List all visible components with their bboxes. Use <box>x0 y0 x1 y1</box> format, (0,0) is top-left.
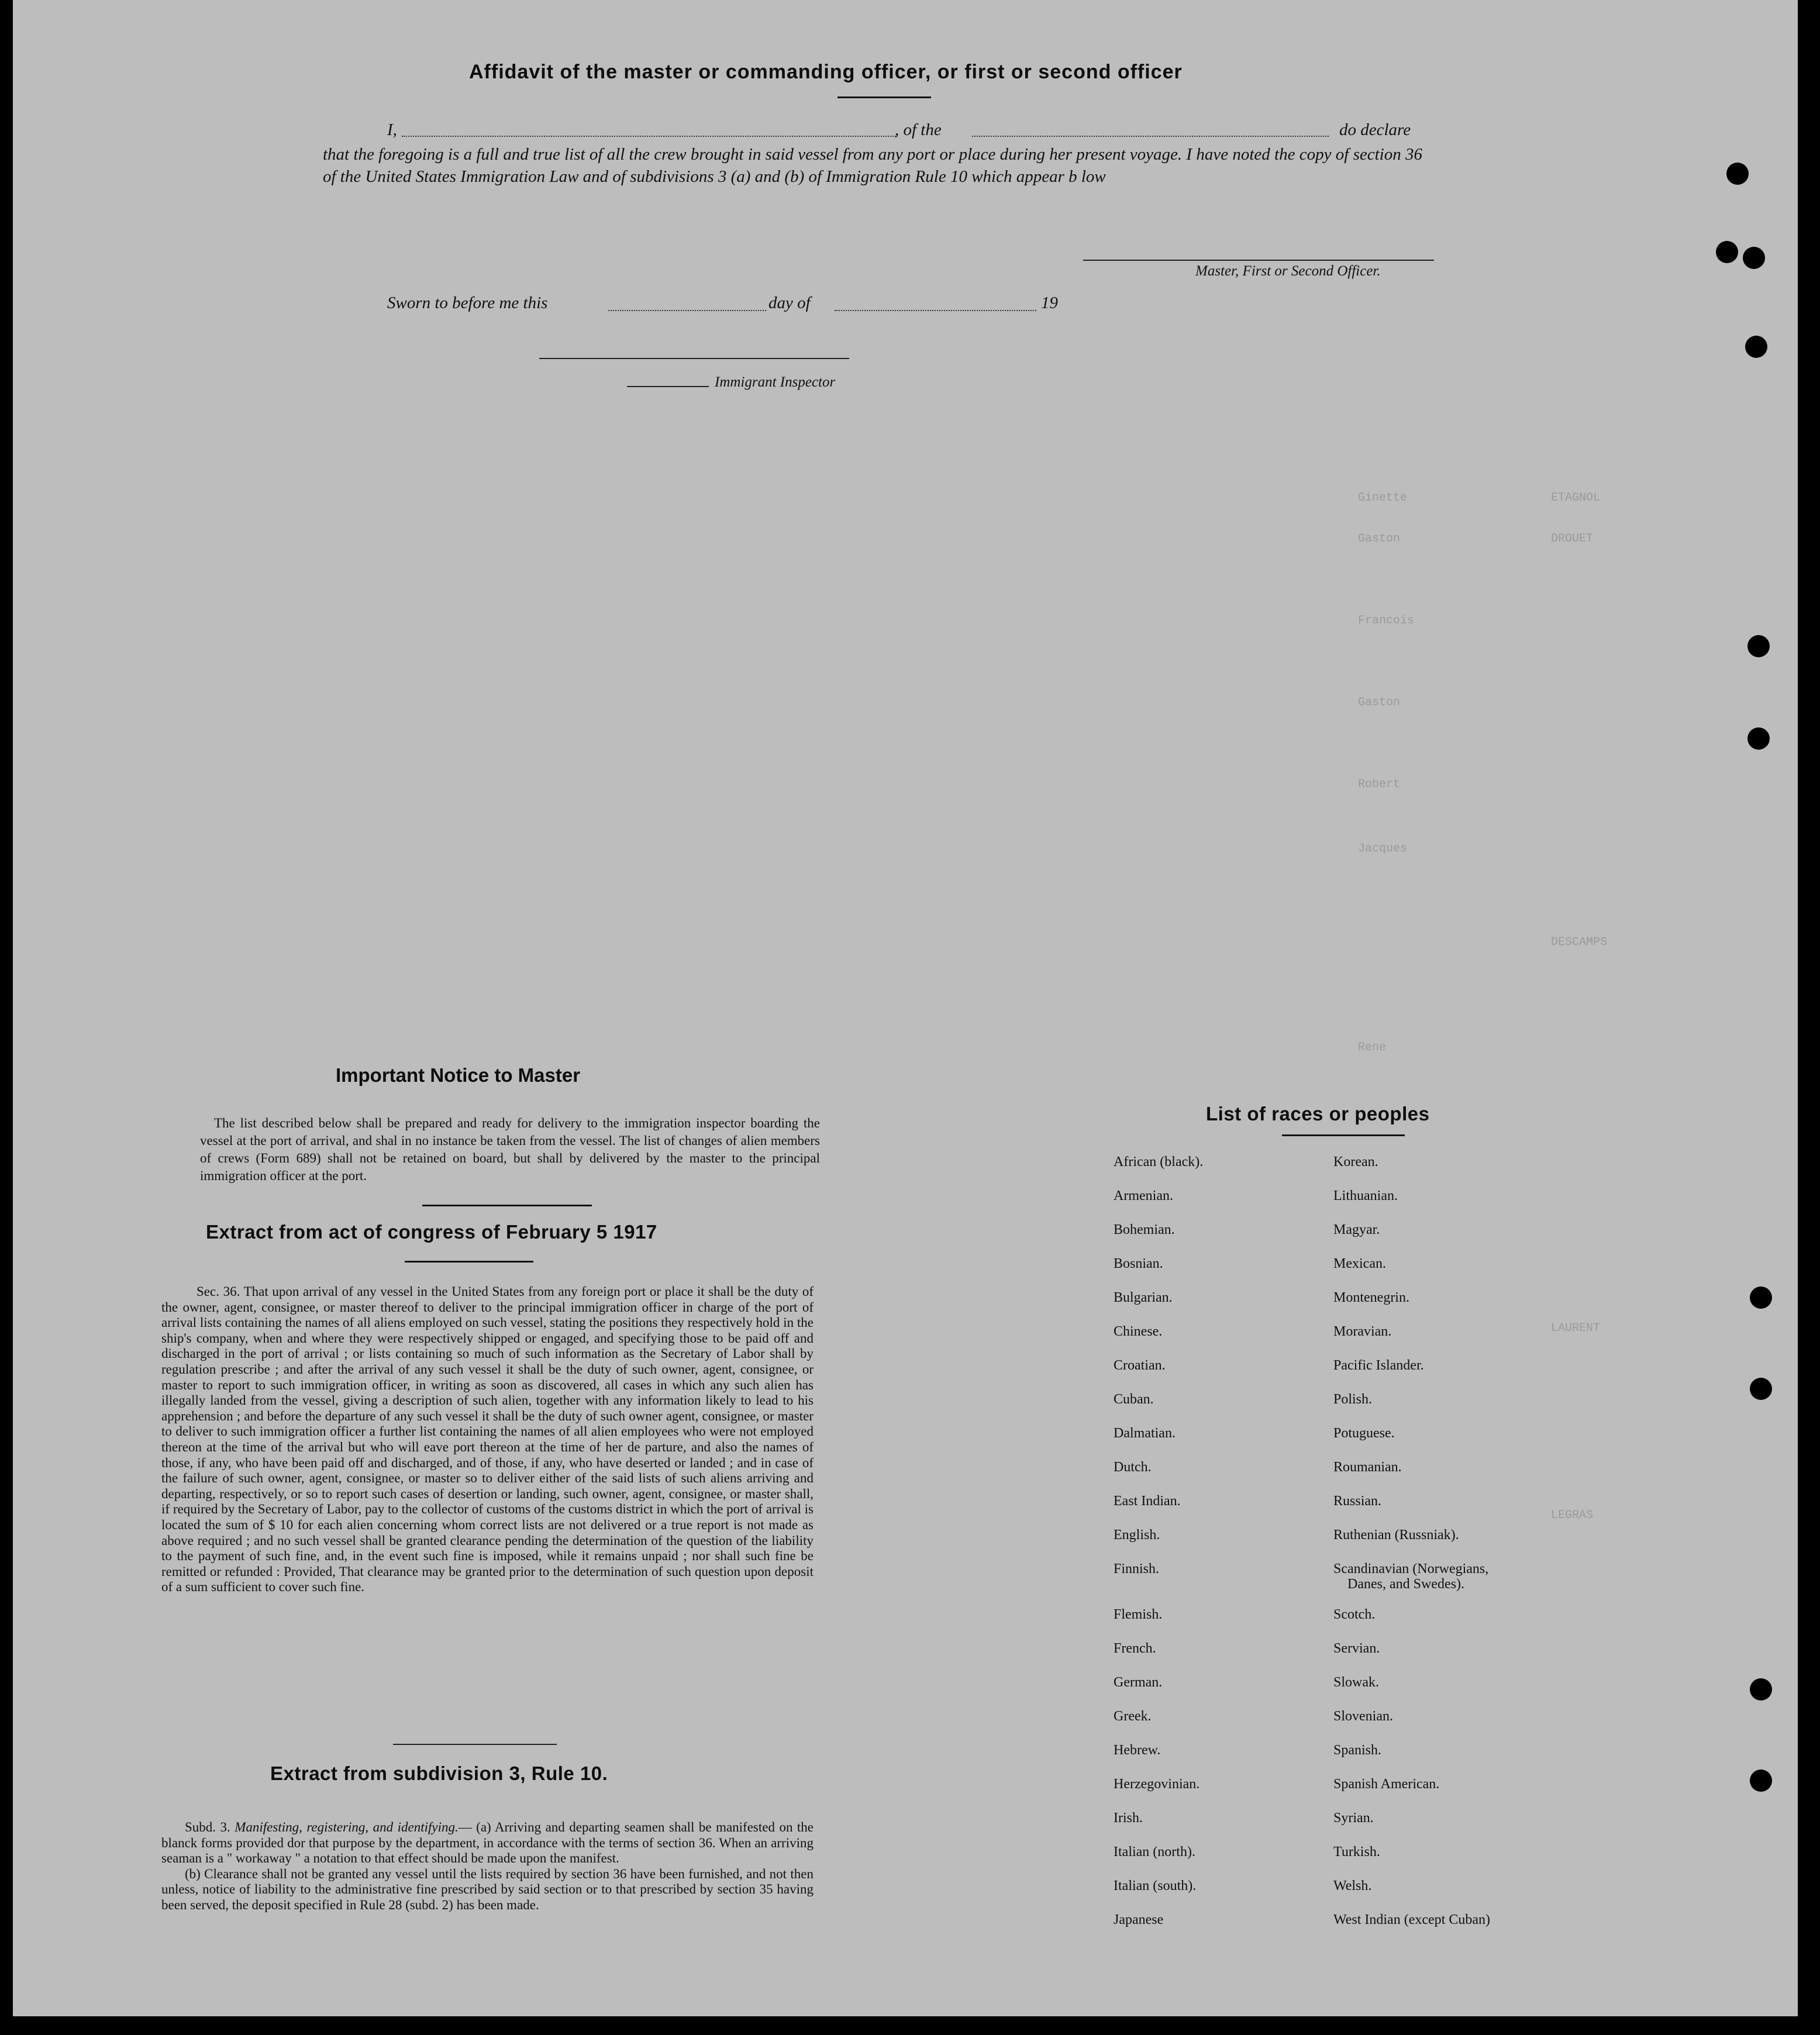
scan-border-right <box>1798 0 1820 2035</box>
race-item: Slowak. <box>1333 1675 1379 1690</box>
race-item: Welsh. <box>1333 1878 1372 1893</box>
race-item: Spanish American. <box>1333 1777 1440 1792</box>
race-item: Croatian. <box>1114 1358 1166 1373</box>
race-item: Polish. <box>1333 1392 1373 1407</box>
section-36-text <box>161 1284 814 1595</box>
race-item: Chinese. <box>1114 1324 1163 1339</box>
vessel-blank <box>972 136 1329 137</box>
subd-text-b: (b) Clearance shall not be granted any vessel until the lists required by section 36 have been furnished, and not then unless, notice of liability to the administrative fine prescribed by said section or to that prescribed by section 35 having been served, the deposit specified in Rule 28 (subd. 2) has been made. <box>161 1866 814 1912</box>
inspector-short-line <box>627 386 709 387</box>
notice-paragraph: The list described below shall be prepared and ready for delivery to the immigration inspector boarding the vessel at the port of arrival, and shal in no instance be taken from the vessel. The list of changes of alien members of crews (Form 689) shall not be retained on board, but shall by delivered by the master to the principal immigration officer at the port. <box>200 1116 820 1183</box>
race-item: West Indian (except Cuban) <box>1333 1912 1490 1927</box>
race-item: Bulgarian. <box>1114 1290 1173 1305</box>
race-item: Bohemian. <box>1114 1222 1175 1237</box>
race-item: Japanese <box>1114 1912 1164 1927</box>
punch-hole <box>1750 1286 1772 1309</box>
punch-hole <box>1750 1770 1772 1792</box>
race-item: Moravian. <box>1333 1324 1392 1339</box>
sworn-year: 19 <box>1041 294 1058 312</box>
notice-heading: Important Notice to Master <box>336 1064 581 1086</box>
race-item: Greek. <box>1114 1709 1152 1724</box>
race-item: German. <box>1114 1675 1163 1690</box>
race-item: Roumanian. <box>1333 1460 1402 1475</box>
race-item: Hebrew. <box>1114 1743 1161 1758</box>
master-signature-line <box>1083 260 1434 261</box>
race-item: Danes, and Swedes). <box>1347 1577 1464 1592</box>
race-item: Dalmatian. <box>1114 1426 1176 1441</box>
race-item: Italian (north). <box>1114 1844 1195 1860</box>
heading-rule <box>837 96 931 98</box>
section-36-body: That upon arrival of any vessel in the United States from any foreign port or place it shall be the duty of the owner, agent, consignee, or master thereof to deliver to the principal immigration officer in charge of the port of arrival lists containing the names of all aliens employed on such vessel, stating the positions they respectively hold in the ship's company, when and where they were respectively shipped or engaged, and specifying those to be paid off and discharged in the port of arrival ; or lists containing so much of such information as the Secretary of Labor shall by regulation prescribe ; and after the arrival of any such vessel it shall be the duty of such owner, agent, consignee, or master to report to such immigration officer, in writing as soon as discovered, all cases in which any such alien has illegally landed from the vessel, giving a description of such alien, together with any information likely to lead to his apprehension ; and before the departure of any such vessel it shall be the duty of such owner agent, consignee, or master to deliver to such immigration officer a further list containing the names of all alien employees who were not employed thereon at the time of the arrival but who will eave port thereon at the time of her de parture, and also the names of those, if any, who have been paid off and discharged, and of those, if any, who have deserted or landed ; and in case of the failure of such owner, agent, consignee, or master so to deliver either of the said lists of such aliens arriving and departing, respectively, or so to report such cases of desertion or landing, such owner, agent, consignee, or master shall, if required by the Secretary of Labor, pay to the collector of customs of the customs district in which the port of arrival is located the sum of $ 10 for each alien concerning whom correct lists are not delivered or a true report is not made as above required ; and no such vessel shall be granted clearance pending the determination of the question of the liability to the payment of such fine, and, in the event such fine is imposed, while it remains unpaid ; nor shall such fine be remitted or refunded : Provided, That clearance may be granted prior to the determination of such question upon deposit of a sum sufficient to cover such fine. <box>161 1284 814 1595</box>
inspector-signature-line <box>539 358 849 359</box>
punch-hole <box>1726 163 1749 185</box>
act-end-rule <box>393 1744 557 1745</box>
race-item: Armenian. <box>1114 1188 1173 1203</box>
race-item: Servian. <box>1333 1641 1380 1656</box>
notice-rule <box>422 1205 592 1206</box>
race-item: Finnish. <box>1114 1561 1160 1577</box>
inspector-caption: Immigrant Inspector <box>715 374 836 390</box>
race-item: Cuban. <box>1114 1392 1154 1407</box>
sworn-day-of: day of <box>768 294 811 312</box>
race-item: Scotch. <box>1333 1607 1376 1622</box>
document-page: Ginette ETAGNOL Gaston DROUET Francois Gaston Robert Jacques DESCAMPS Rene LAURENT LEGRAS Affidavit of the master or commanding officer, or first or second officer I, , of the do declare that the foregoing is a full and true list of all the crew brought in said vessel from any port or place during her present voyage. I have noted the copy of section 36 of the United States Immigration Law and of subdivisions 3 (a) and (b) of Immigration Rule 10 which appear b low Master, First or Second Officer. Sworn to before me this day of 19 Immigrant Inspector Important Notice to Master The list described below shall be prepared and ready for delivery to the immigration inspector boarding the vessel at the port of arrival, and shal in no instance be taken from the vessel. The list of changes of alien members of crews (Form 689) shall not be retained on board, but shall by delivered by the master to the principal immigration officer at the port. Extract from act of congress of February 5 1917 Sec. 36. That upon arrival of any vessel in the United States from any foreign port or place it shall be the duty of the owner, agent, consignee, or master thereof to deliver to the principal immigration officer in charge of the port of arrival lists containing the names of all aliens employed on such vessel, stating the positions they respectively hold in the ship's company, when and where they were respectively shipped or engaged, and specifying those to be paid off and discharged in the port of arrival ; or lists containing so much of such information as the Secretary of Labor shall by regulation prescribe ; and after the arrival of any such vessel it shall be the duty of such owner, agent, consignee, or master to report to such immigration officer, in writing as soon as discovered, all cases in which any such alien has illegally landed from the vessel, giving a description of such alien, together with any information likely to lead to his apprehension ; and before the departure of any such vessel it shall be the duty of such owner agent, consignee, or master to deliver to such immigration officer a further list containing the names of all alien employees who were not employed thereon at the time of the arrival but who will eave port thereon at the time of her de parture, and also the names of those, if any, who have been paid off and discharged, and of those, if any, who have deserted or landed ; and in case of the failure of such owner, agent, consignee, or master so to deliver either of the said lists of such aliens arriving and departing, respectively, or so to report such cases of desertion or landing, such owner, agent, consignee, or master shall, if required by the Secretary of Labor, pay to the collector of customs of the customs district in which the port of arrival is located the sum of $ 10 for each alien concerning whom correct lists are not delivered or a true report is not made as above required ; and no such vessel shall be granted clearance pending the determination of the question of the liability to the payment of such fine, and, in the event such fine is imposed, while it remains unpaid ; nor shall such fine be remitted or refunded : Provided, That clearance may be granted prior to the determination of such question upon deposit of a sum sufficient to cover such fine. Extract from subdivision 3, Rule 10. Subd. 3. Manifesting, registering, and identifying.— (a) Arriving and departing seamen shall be manifested on the blanck forms provided dor that purpose by the department, in accordance with the terms of section 36. When an arriving seaman is a " workaway " a notation to that effect should be made upon the manifest. (b) Clearance shall not be granted any vessel until the lists required by section 36 have been furnished, and not then unless, notice of liability to the administrative fine prescribed by said section or to that prescribed by section 35 having been served, the deposit specified in Rule 28 (subd. 2) has been made. List of races or peoples African (black). Armenian. Bohemian. Bosnian. Bulgarian. Chinese. Croatian. Cuban. Dalmatian. Dutch. East Indian. English. Finnish. Flemish. French. German. Greek. Hebrew. Herzegovinian. Irish. Italian (north). Italian (south). Japanese Korean. Lithuanian. Magyar. Mexican. Montenegrin. Moravian. Pacific Islander. Polish. Potuguese. Roumanian. Russian. Ruthenian (Russniak). Scandinavian (Norwegians, Danes, and Swedes). Scotch. Servian. Slowak. Slovenian. Spanish. Spanish American. Syrian. Turkish. Welsh. West Indian (except Cuban) <box>13 0 1798 2016</box>
act-extract-heading: Extract from act of congress of February 5 1917 <box>206 1221 657 1243</box>
race-item: Korean. <box>1333 1154 1378 1170</box>
race-item: Magyar. <box>1333 1222 1380 1237</box>
affidavit-body: that the foregoing is a full and true list of all the crew brought in said vessel from any port or place during her present voyage. I have noted the copy of section 36 of the United States Immigration Law and of subdivisions 3 (a) and (b) of Immigration Rule 10 which appear b low <box>323 145 1422 186</box>
race-item: Dutch. <box>1114 1460 1152 1475</box>
race-item: Syrian. <box>1333 1810 1374 1826</box>
race-item: East Indian. <box>1114 1494 1181 1509</box>
races-heading-rule <box>1282 1134 1405 1136</box>
sworn-prefix: Sworn to before me this <box>387 294 548 312</box>
races-heading: List of races or peoples <box>1206 1103 1430 1125</box>
race-item: Montenegrin. <box>1333 1290 1409 1305</box>
race-item: Mexican. <box>1333 1256 1386 1271</box>
race-item: Ruthenian (Russniak). <box>1333 1527 1459 1543</box>
affidavit-heading: Affidavit of the master or commanding officer, or first or second officer <box>469 61 1183 83</box>
race-item: Pacific Islander. <box>1333 1358 1424 1373</box>
race-item: Irish. <box>1114 1810 1143 1826</box>
race-item: Spanish. <box>1333 1743 1382 1758</box>
race-item: Italian (south). <box>1114 1878 1197 1893</box>
race-item: Lithuanian. <box>1333 1188 1398 1203</box>
race-item: Potuguese. <box>1333 1426 1395 1441</box>
affidavit-i: I, <box>387 120 397 139</box>
race-item: English. <box>1114 1527 1160 1543</box>
race-item: Scandinavian (Norwegians, <box>1333 1561 1489 1577</box>
race-item: Flemish. <box>1114 1607 1163 1622</box>
punch-hole <box>1716 241 1738 263</box>
punch-hole <box>1743 247 1765 269</box>
rule-extract-heading: Extract from subdivision 3, Rule 10. <box>270 1762 608 1784</box>
punch-hole <box>1747 635 1770 657</box>
section-36-label: Sec. 36. <box>197 1284 240 1299</box>
race-item: French. <box>1114 1641 1156 1656</box>
affidavit-of-the: , of the <box>895 120 942 139</box>
affidavit-declare: do declare <box>1339 120 1411 139</box>
day-blank <box>608 310 766 311</box>
subd-label: Subd. 3. <box>185 1820 230 1834</box>
punch-hole <box>1745 336 1767 358</box>
name-blank <box>402 136 896 137</box>
subd-title: Manifesting, registering, and identifying. <box>235 1820 459 1834</box>
act-heading-rule <box>405 1261 533 1263</box>
race-item: Bosnian. <box>1114 1256 1163 1271</box>
punch-hole <box>1750 1378 1772 1400</box>
master-caption: Master, First or Second Officer. <box>1195 263 1381 279</box>
scan-border-bottom <box>0 2016 1820 2035</box>
subd-text-a: — (a) Arriving and departing seamen shall be manifested on the blanck forms provided dor that purpose by the department, in accordance with the terms of section 36. When an arriving seaman is a " workaway " a notation to that effect should be made upon the manifest. <box>161 1820 814 1866</box>
punch-hole <box>1750 1678 1772 1701</box>
punch-hole <box>1747 727 1770 750</box>
race-item: Russian. <box>1333 1494 1382 1509</box>
month-blank <box>835 310 1036 311</box>
race-item: Turkish. <box>1333 1844 1380 1860</box>
subdivision-3-text <box>161 1820 814 1913</box>
race-item: Herzegovinian. <box>1114 1777 1200 1792</box>
race-item: African (black). <box>1114 1154 1204 1170</box>
notice-text <box>200 1115 820 1185</box>
race-item: Slovenian. <box>1333 1709 1393 1724</box>
